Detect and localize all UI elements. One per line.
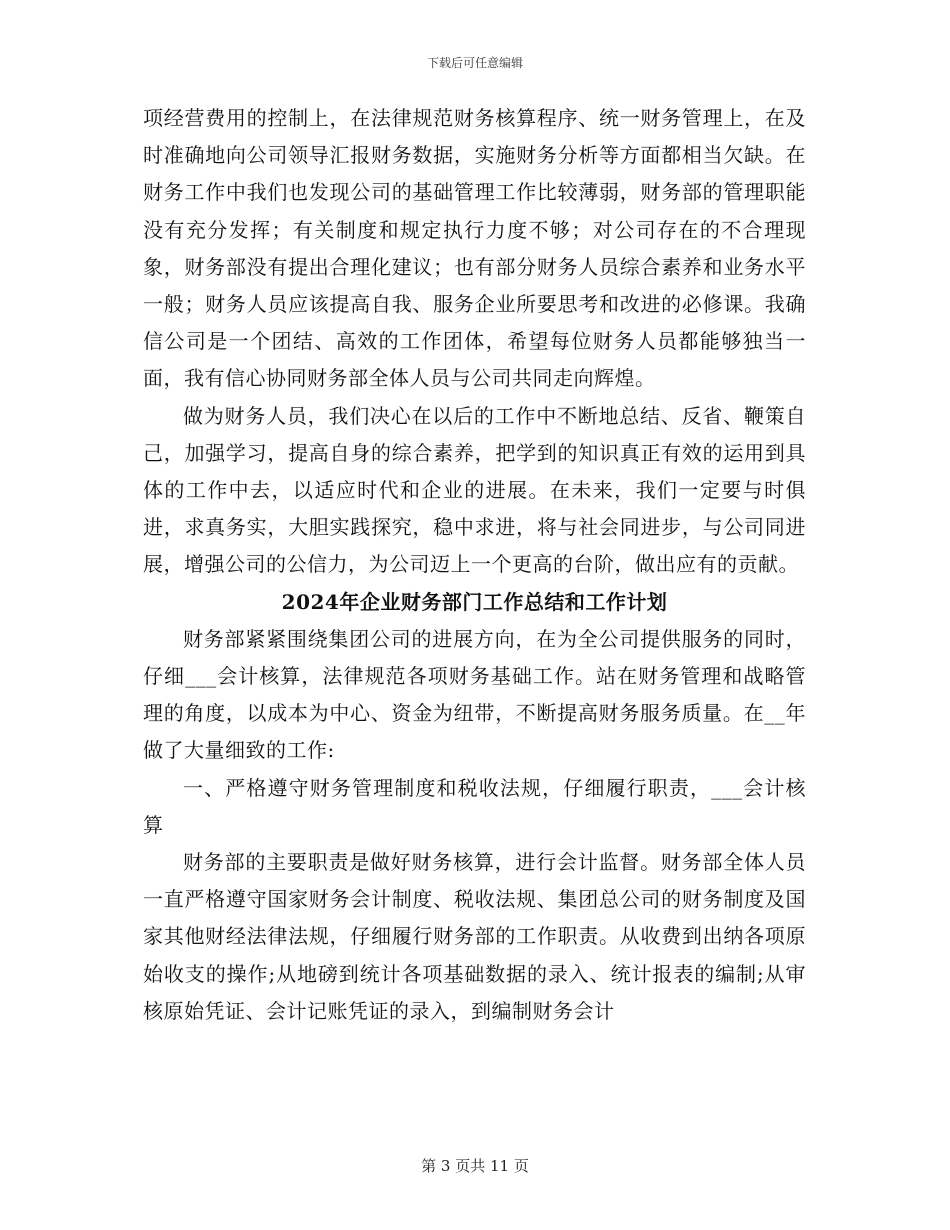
body-paragraph-item-one-heading: 一、严格遵守财务管理制度和税收法规，仔细履行职责，___会计核算 bbox=[143, 775, 806, 837]
page-number-footer: 第 3 页共 11 页 bbox=[421, 1157, 529, 1175]
body-paragraph-duties: 财务部的主要职责是做好财务核算，进行会计监督。财务部全体人员一直严格遵守国家财务会计制度、税收法规、集团总公司的财务制度及国家其他财经法律法规，仔细履行财务部的工作职责。从收费到出纳各项原始收支的操作;从地磅到统计各项基础数据的录入、统计报表的编制;从审核原始凭证、会计记账凭证的录入，到编制财务会计 bbox=[143, 850, 806, 1023]
body-paragraph-intro: 财务部紧紧围绕集团公司的进展方向，在为全公司提供服务的同时，仔细___会计核算，法律规范各项财务基础工作。站在财务管理和战略管理的角度，以成本为中心、资金为纽带，不断提高财务服务质量。在__年做了大量细致的工作: bbox=[143, 626, 806, 763]
section-title: 2024年企业财务部门工作总结和工作计划 bbox=[281, 589, 668, 614]
page-header-note: 下载后可任意编辑 bbox=[426, 56, 523, 70]
body-paragraph-continued: 项经营费用的控制上，在法律规范财务核算程序、统一财务管理上，在及时准确地向公司领导汇报财务数据，实施财务分析等方面都相当欠缺。在财务工作中我们也发现公司的基础管理工作比较薄弱，财务部的管理职能没有充分发挥；有关制度和规定执行力度不够；对公司存在的不合理现象，财务部没有提出合理化建议；也有部分财务人员综合素养和业务水平一般；财务人员应该提高自我、服务企业所要思考和改进的必修课。我确信公司是一个团结、高效的工作团体，希望每位财务人员都能够独当一面，我有信心协同财务部全体人员与公司共同走向辉煌。 bbox=[143, 106, 806, 391]
body-paragraph-resolve: 做为财务人员，我们决心在以后的工作中不断地总结、反省、鞭策自己，加强学习，提高自身的综合素养，把学到的知识真正有效的运用到具体的工作中去，以适应时代和企业的进展。在未来，我们一定要与时俱进，求真务实，大胆实践探究，稳中求进，将与社会同进步，与公司同进展，增强公司的公信力，为公司迈上一个更高的台阶，做出应有的贡献。 bbox=[143, 403, 806, 577]
document-body bbox=[143, 100, 806, 1030]
